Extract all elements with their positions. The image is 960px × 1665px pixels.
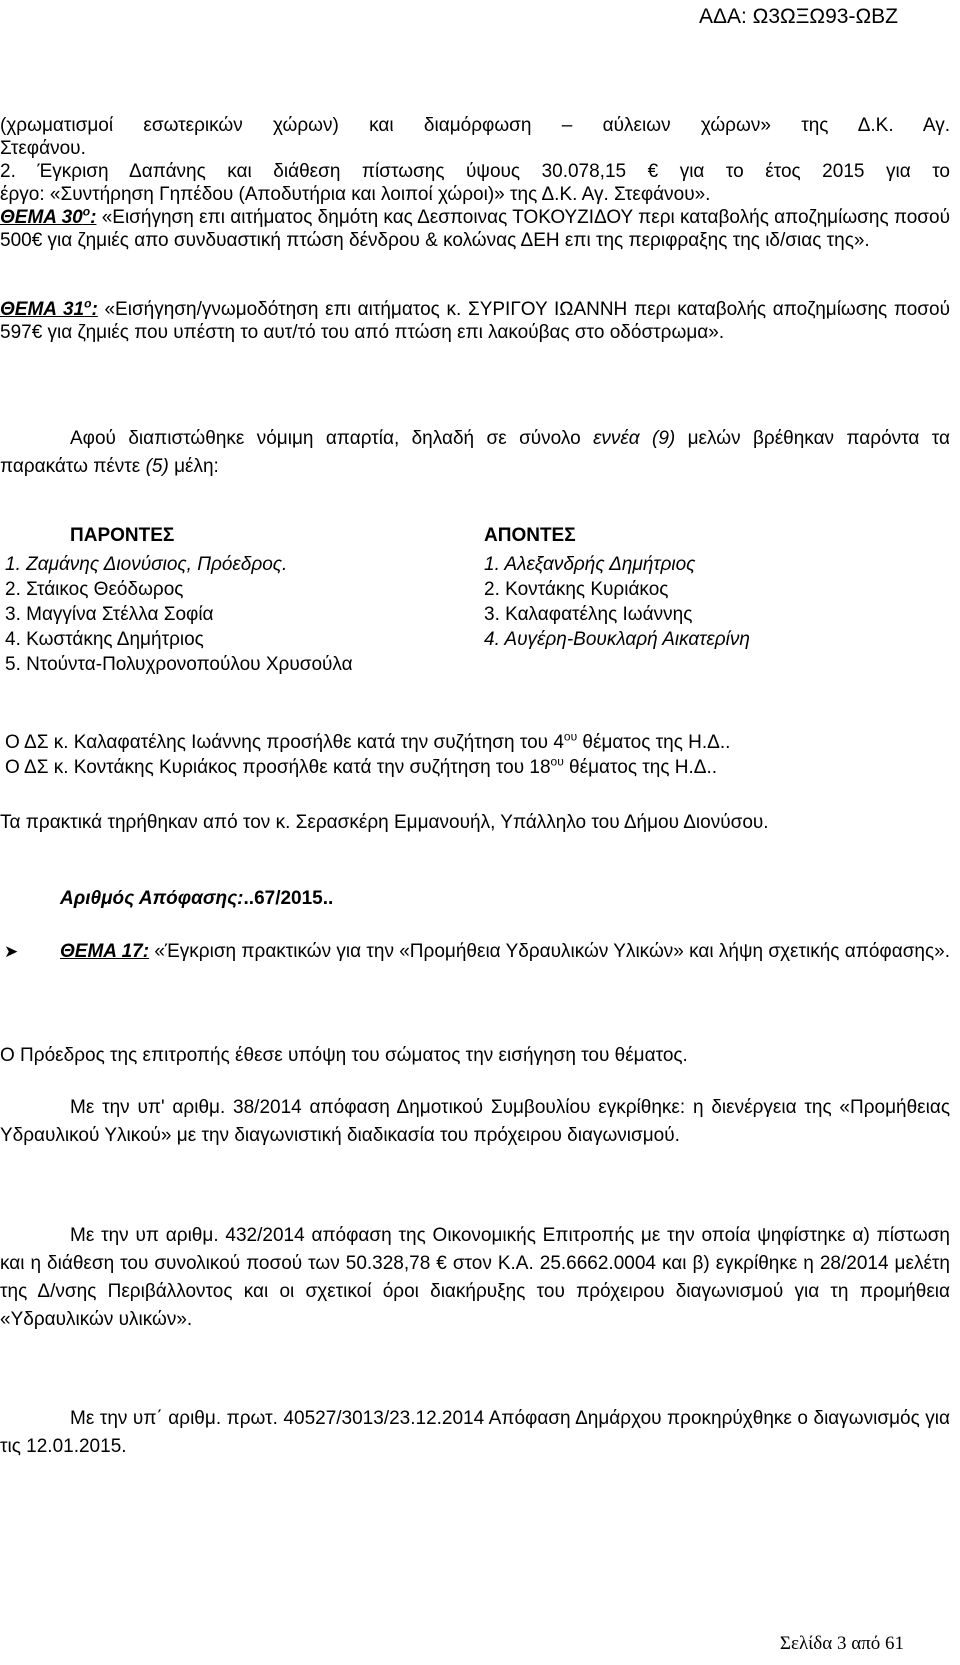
present-member-2: 2. Στάικος Θεόδωρος [5, 579, 184, 600]
present-header: ΠΑΡΟΝΤΕΣ [70, 525, 175, 546]
absent-member-4: 4. Αυγέρη-Βουκλαρή Αικατερίνη [484, 629, 750, 650]
item-2-line-2: έργο: «Συντήρηση Γηπέδου (Αποδυτήρια και λοιποί χώροι)» της Δ.Κ. Αγ. Στεφάνου». [0, 184, 711, 205]
body-paragraph-3: Με την υπ αριθμ. 432/2014 απόφαση της Οικονομικής Επιτροπής με την οποία ψηφίστηκε α) πίστωση και η διάθεση του συνολικού ποσού των 50.328,78 € στον Κ.Α. 25.6662.0004 και β) εγκρίθηκε η 28/2014 μελέτη της Δ/νσης Περιβάλλοντος και οι σχετικοί όροι διακήρυξης του πρόχειρου διαγωνισμού για τη προμήθεια «Υδραυλικών υλικών». [0, 1225, 950, 1330]
body-paragraph-4: Με την υπ΄ αριθμ. πρωτ. 40527/3013/23.12.2014 Απόφαση Δημάρχου προκηρύχθηκε ο διαγωνισμός για τις 12.01.2015. [0, 1408, 950, 1457]
thema-30-label: ΘΕΜΑ $30^o$: [0, 204, 97, 228]
thema-30-paragraph [0, 206, 950, 252]
arrival-line-1: Ο ΔΣ κ. Καλαφατέλης Ιωάννης προσήλθε κατά την συζήτηση του $4^{o\upsilon}$ θέματος της Η.Δ.. [5, 729, 731, 753]
thema-31-paragraph [0, 298, 950, 344]
body-paragraph-1: Ο Πρόεδρος της επιτροπής έθεσε υπόψη του σώματος την εισήγηση του θέματος. [0, 1045, 688, 1066]
minutes-keeper: Τα πρακτικά τηρήθηκαν από τον κ. Σερασκέρη Εμμανουήλ, Υπάλληλο του Δήμου Διονύσου. [0, 812, 769, 833]
arrival-line-2: Ο ΔΣ κ. Κοντάκης Κυριάκος προσήλθε κατά την συζήτηση του $18^{o\upsilon}$ θέματος της Η.Δ.. [5, 754, 718, 778]
thema-31-label: ΘΕΜΑ $31^o$: [0, 296, 98, 320]
intro-line-1: (χρωματισμοί εσωτερικών χώρων) και διαμόρφωση – αύλειων χώρων» της Δ.Κ. Αγ. [0, 115, 950, 136]
intro-line-2: Στεφάνου. [0, 138, 86, 159]
absent-member-2: 2. Κοντάκης Κυριάκος [484, 579, 669, 600]
absent-header: ΑΠΟΝΤΕΣ [484, 525, 576, 546]
arrow-bullet-icon: ➤ [4, 942, 19, 961]
thema-17-text: «Έγκριση πρακτικών για την «Προμήθεια Υδραυλικών Υλικών» και λήψη σχετικής απόφασης». [154, 941, 950, 962]
body-paragraph-2: Με την υπ' αριθμ. 38/2014 απόφαση Δημοτικού Συμβουλίου εγκρίθηκε: η διενέργεια της «Προμήθειας Υδραυλικού Υλικού» με την διαγωνιστική διαδικασία του πρόχειρου διαγωνισμού. [0, 1097, 950, 1146]
absent-member-1: 1. Αλεξανδρής Δημήτριος [484, 554, 696, 575]
thema-17-paragraph [60, 938, 950, 966]
present-member-5: 5. Ντούντα-Πολυχρονοπούλου Χρυσούλα [5, 654, 353, 675]
item-2-line-1: 2. Έγκριση Δαπάνης και διάθεση πίστωσης ύψους 30.078,15 € για το έτος 2015 για το [0, 161, 950, 182]
absent-member-3: 3. Καλαφατέλης Ιωάννης [484, 604, 693, 625]
present-member-3: 3. Μαγγίνα Στέλλα Σοφία [5, 604, 214, 625]
decision-number: Αριθμός Απόφασης:..67/2015.. [60, 888, 334, 909]
page-number: Σελίδα 3 από 61 [779, 1633, 904, 1654]
thema-30-text: «Εισήγηση επι αιτήματος δημότη κας Δεσποινας ΤΟΚΟΥΖΙΔΟΥ περι καταβολής αποζημίωσης ποσού 500€ για ζημιές απο συνδυαστική πτώση δένδρου & κολώνας ΔΕΗ επι της περιφραξης της ιδ/σιας της». [0, 207, 950, 251]
quorum-paragraph: Αφού διαπιστώθηκε νόμιμη απαρτία, δηλαδή σε σύνολο εννέα (9) μελών βρέθηκαν παρόντα τα παρακάτω πέντε (5) μέλη: [0, 428, 950, 477]
ada-code: ΑΔΑ: Ω3ΩΞΩ93-ΩΒΖ [698, 5, 898, 28]
present-member-1: 1. Ζαμάνης Διονύσιος, Πρόεδρος. [5, 554, 288, 575]
present-member-4: 4. Κωστάκης Δημήτριος [5, 629, 204, 650]
thema-31-text: «Εισήγηση/γνωμοδότηση επι αιτήματος κ. ΣΥΡΙΓΟΥ ΙΩΑΝΝΗ περι καταβολής αποζημίωσης ποσού 597€ για ζημιές που υπέστη το αυτ/τό του από πτώση επι λακούβας στο οδόστρωμα». [0, 299, 950, 343]
thema-17-label: ΘΕΜΑ 17: [60, 941, 150, 962]
